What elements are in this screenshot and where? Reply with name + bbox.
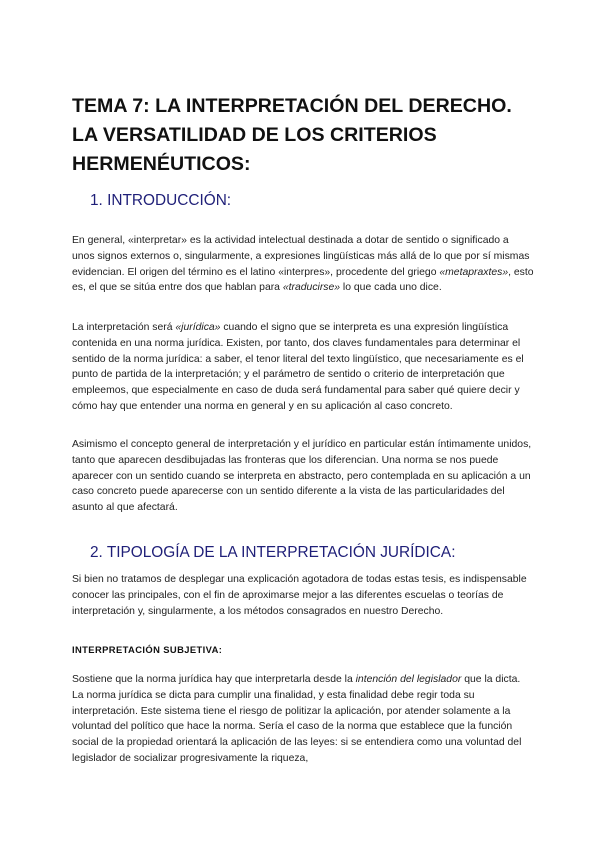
document-title: TEMA 7: LA INTERPRETACIÓN DEL DERECHO. LA VERSATILIDAD DE LOS CRITERIOS HERMENÉUTICOS: [72, 95, 512, 175]
paragraph-intro-1: En general, «interpretar» es la actividad intelectual destinada a dotar de sentido o significado a unos signos externos o, singularmente, a expresiones lingüísticas más allá de lo que por sí mismas evidencian. El origen del término es el latino «interpres», procedente del griego «metapraxtes», esto es, el que se sitúa entre dos que hablan para «traducirse» lo que cada uno dice. [72, 235, 534, 294]
paragraph-intro-2: La interpretación será «jurídica» cuando el signo que se interpreta es una expresión lingüística contenida en una norma jurídica. Existen, por tanto, dos claves fundamentales para determinar el sentido de la norma jurídica: a saber, el tenor literal del texto lingüístico, que necesariamente es el punto de partida de la interpretación; y el parámetro de sentido o criterio de interpretación que empleemos, que especialmente en caso de duda será fundamental para saber qué quiere decir y cómo hay que entender una norma en general y en su aplicación al caso concreto. [72, 322, 524, 412]
section-heading-introduccion: 1. INTRODUCCIÓN: [90, 192, 232, 209]
section-heading-tipologia: 2. TIPOLOGÍA DE LA INTERPRETACIÓN JURÍDICA: [90, 544, 456, 561]
paragraph-intro-3: Asimismo el concepto general de interpretación y el jurídico en particular están íntimamente unidos, tanto que aparecen desdibujadas las fronteras que los diferencian. Una norma se nos puede aparecer con un sentido cuando se interpreta en abstracto, pero contemplada en su aplicación a un caso concreto puede aparecerse con un sentido diferente a la vista de las particularidades del asunto al que afectará. [72, 439, 532, 514]
paragraph-tipologia-1: Si bien no tratamos de desplegar una explicación agotadora de todas estas tesis, es indispensable conocer las principales, con el fin de aproximarse mejor a las diferentes escuelas o teorías de interpretación y, singularmente, a los métodos consagrados en nuestro Derecho. [72, 574, 527, 617]
subheading-interpretacion-subjetiva: INTERPRETACIÓN SUBJETIVA: [72, 644, 223, 655]
paragraph-subjetiva: Sostiene que la norma jurídica hay que interpretarla desde la intención del legislador que la dicta. La norma jurídica se dicta para cumplir una finalidad, y esta finalidad debe regir toda su interpretación. Este sistema tiene el riesgo de politizar la aplicación, por atender solamente a la voluntad del político que hace la norma. Sería el caso de la norma que establece que la función social de la propiedad orientará la aplicación de las leyes: si se entendiera como una voluntad del legislador de socializar progresivamente la riqueza, [72, 674, 522, 764]
